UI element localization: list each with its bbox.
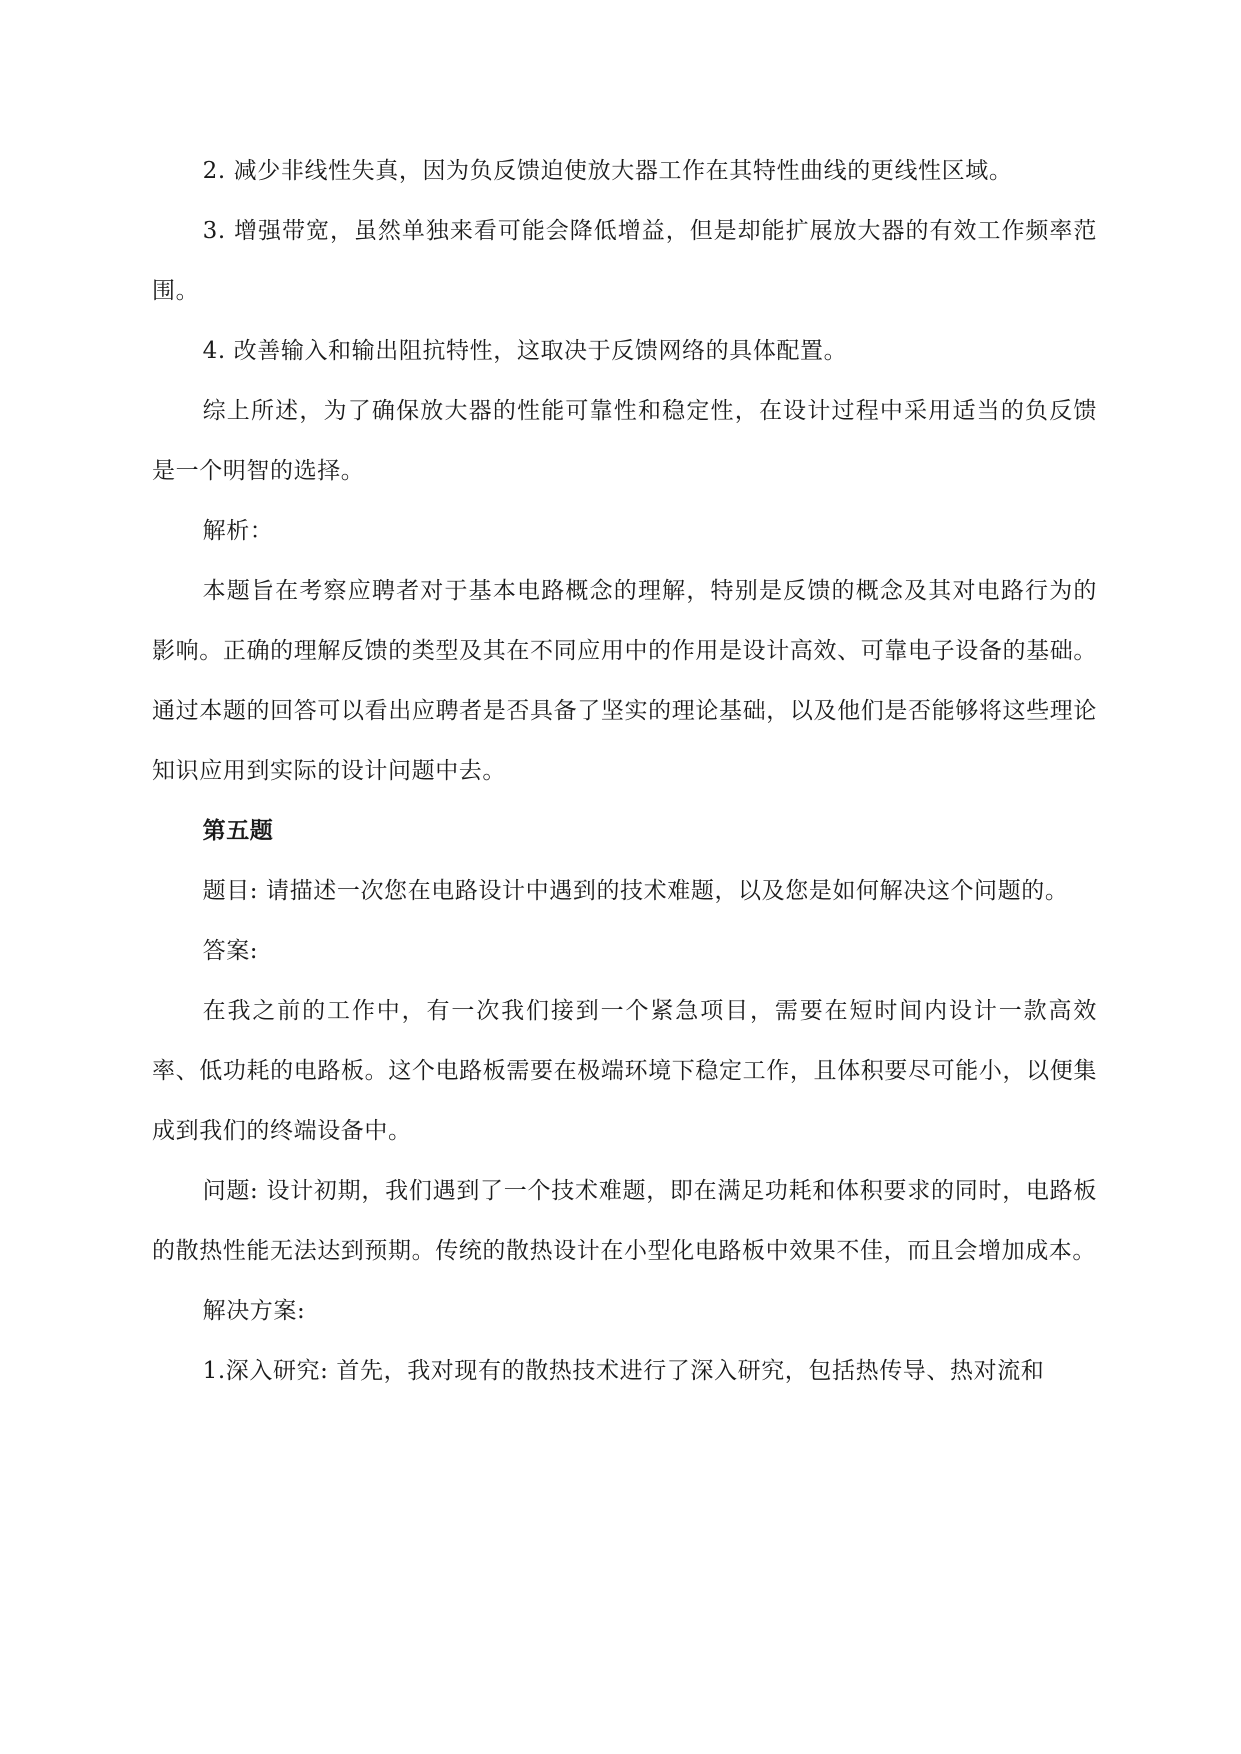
answer-paragraph: 在我之前的工作中，有一次我们接到一个紧急项目，需要在短时间内设计一款高效率、低功耗的电路板。这个电路板需要在极端环境下稳定工作，且体积要尽可能小，以便集成到我们的终端设备中。 [152,998,1097,1144]
list-item-2: 2. 减少非线性失真，因为负反馈迫使放大器工作在其特性曲线的更线性区域。 [202,158,1013,184]
list-item-3: 3. 增强带宽，虽然单独来看可能会降低增益，但是却能扩展放大器的有效工作频率范围。 [152,218,1097,304]
summary-paragraph: 综上所述，为了确保放大器的性能可靠性和稳定性，在设计过程中采用适当的负反馈是一个明智的选择。 [152,398,1097,484]
analysis-paragraph: 本题旨在考察应聘者对于基本电路概念的理解，特别是反馈的概念及其对电路行为的影响。正确的理解反馈的类型及其在不同应用中的作用是设计高效、可靠电子设备的基础。通过本题的回答可以看出应聘者是否具备了坚实的理论基础，以及他们是否能够将这些理论知识应用到实际的设计问题中去。 [152,578,1097,784]
section-heading: 第五题 [202,818,274,844]
answer-label: 答案: [202,938,259,964]
solution-label: 解决方案: [202,1298,306,1324]
question-paragraph: 题目: 请描述一次您在电路设计中遇到的技术难题，以及您是如何解决这个问题的。 [202,878,1069,904]
solution-step-1: 1.深入研究: 首先，我对现有的散热技术进行了深入研究，包括热传导、热对流和 [202,1358,1045,1384]
document-body [152,141,1097,1401]
analysis-label: 解析： [202,518,274,544]
problem-paragraph: 问题: 设计初期，我们遇到了一个技术难题，即在满足功耗和体积要求的同时，电路板的散热性能无法达到预期。传统的散热设计在小型化电路板中效果不佳，而且会增加成本。 [152,1178,1097,1264]
list-item-4: 4. 改善输入和输出阻抗特性，这取决于反馈网络的具体配置。 [202,338,848,364]
